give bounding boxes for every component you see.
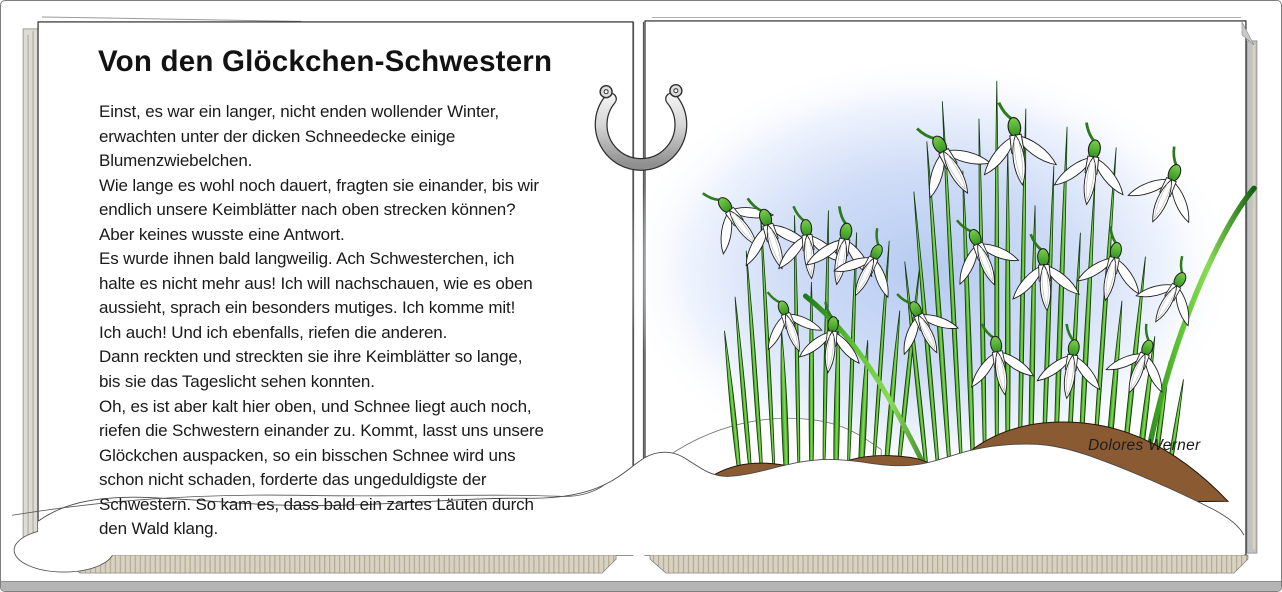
window-bottom-bar bbox=[1, 581, 1281, 591]
artist-signature: Dolores Werner bbox=[1088, 437, 1201, 454]
right-page-bottom-edge bbox=[650, 555, 1248, 573]
story-line: halte es nicht mehr aus! Ich will nachschauen, wie es oben bbox=[99, 273, 533, 293]
story-line: erwachten unter der dicken Schneedecke einige bbox=[99, 126, 456, 146]
left-page-stack-edge bbox=[23, 29, 39, 553]
story-line: Dann reckten und streckten sie ihre Keimblätter so lange, bbox=[99, 347, 523, 367]
right-page-stack-edge bbox=[1247, 41, 1257, 553]
story-line: schon nicht schaden, forderte das ungeduldigste der bbox=[99, 470, 487, 490]
story-line: endlich unsere Keimblätter nach oben strecken können? bbox=[99, 200, 516, 220]
story-title: Von den Glöckchen-Schwestern bbox=[98, 45, 553, 78]
story-line: Wie lange es wohl noch dauert, fragten sie einander, bis wir bbox=[99, 175, 539, 195]
story-line: aussieht, sprach ein besonders mutiges. Ich komme mit! bbox=[99, 298, 516, 318]
story-line: den Wald klang. bbox=[99, 519, 219, 539]
story-line: bis sie das Tageslicht sehen konnten. bbox=[99, 372, 375, 392]
story-line: Ich auch! Und ich ebenfalls, riefen die anderen. bbox=[99, 322, 448, 342]
story-line: Schwestern. So kam es, dass bald ein zartes Läuten durch bbox=[99, 494, 534, 514]
left-page-bottom-edge bbox=[64, 555, 616, 573]
story-line: Aber keines wusste eine Antwort. bbox=[99, 224, 345, 244]
story-line: Blumenzwiebelchen. bbox=[99, 151, 253, 171]
story-text bbox=[99, 100, 619, 542]
story-line: Es wurde ihnen bald langweilig. Ach Schwesterchen, ich bbox=[99, 249, 515, 269]
story-line: Glöckchen auspacken, so ein bisschen Schnee wird uns bbox=[99, 445, 516, 465]
left-page-under-sheet bbox=[42, 17, 301, 21]
story-line: Oh, es ist aber kalt hier oben, und Schnee liegt auch noch, bbox=[99, 396, 532, 416]
story-line: Einst, es war ein langer, nicht enden wollender Winter, bbox=[99, 102, 499, 121]
story-line: riefen die Schwestern einander zu. Kommt, lasst uns unsere bbox=[99, 421, 544, 441]
